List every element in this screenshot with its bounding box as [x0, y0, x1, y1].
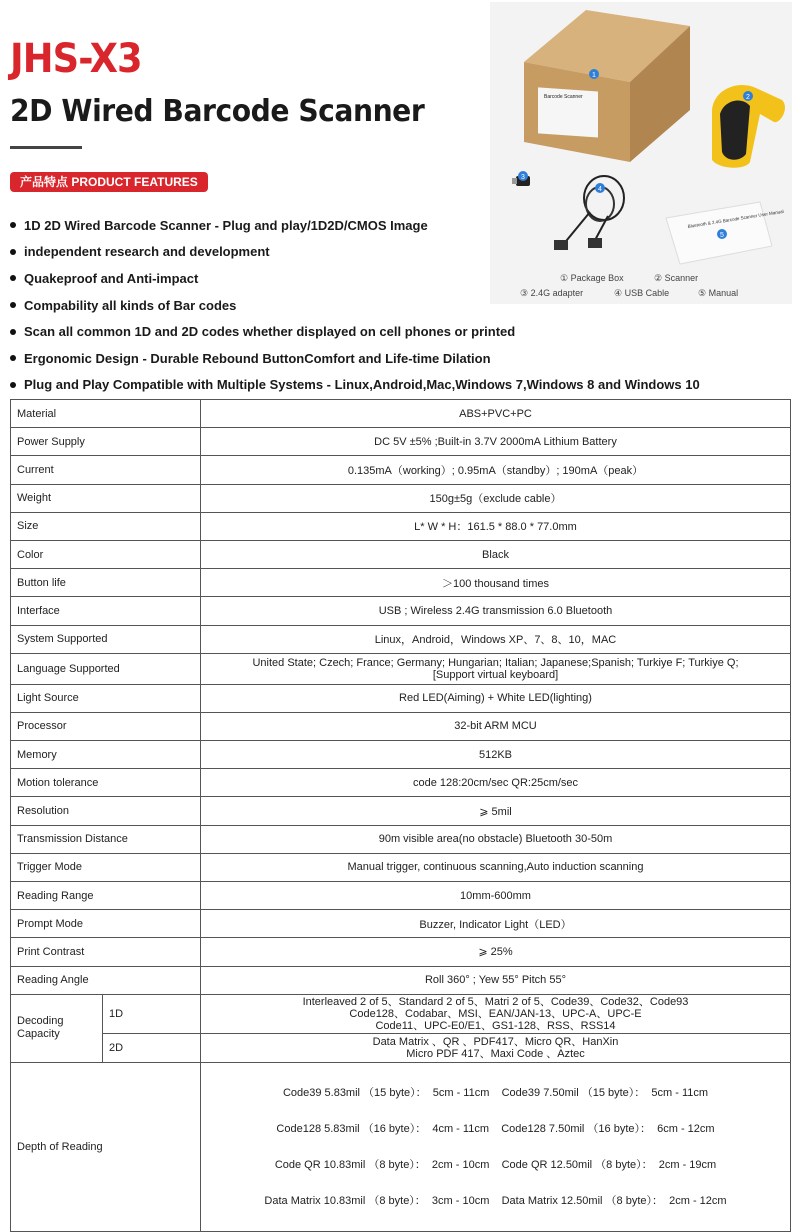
spec-row [11, 712, 791, 740]
spec-label: Motion tolerance [11, 769, 201, 797]
spec-label: Transmission Distance [11, 825, 201, 853]
spec-value: ⩾ 25% [201, 938, 791, 966]
spec-label: System Supported [11, 625, 201, 653]
spec-row [11, 797, 791, 825]
svg-text:2: 2 [746, 94, 750, 101]
decoding-sub-label: 2D [103, 1033, 201, 1062]
feature-item [10, 345, 700, 372]
manual-title: Bluetooth & 2.4G Barcode Scanner User Manual [687, 208, 785, 229]
spec-value: USB ; Wireless 2.4G transmission 6.0 Bluetooth [201, 597, 791, 625]
usb-cable-plug [554, 240, 568, 250]
spec-label: Material [11, 400, 201, 428]
svg-text:4: 4 [598, 186, 602, 193]
spec-label: Power Supply [11, 428, 201, 456]
spec-value: Linux，Android，Windows XP、7、8、10，MAC [201, 625, 791, 653]
svg-text:5: 5 [720, 232, 724, 239]
bullet-icon [10, 222, 16, 228]
spec-label: Size [11, 512, 201, 540]
spec-row [11, 540, 791, 568]
spec-row [11, 569, 791, 597]
spec-row-depth [11, 1062, 791, 1231]
feature-text: Compability all kinds of Bar codes [24, 297, 237, 313]
spec-value-line: Code39 5.83mil （15 byte）： 5cm - 11cm Code39 7.50mil （15 byte）： 5cm - 11cm [282, 1086, 709, 1099]
spec-label: Language Supported [11, 653, 201, 684]
feature-text: 1D 2D Wired Barcode Scanner - Plug and play/1D2D/CMOS Image [24, 217, 428, 233]
spec-value-line: [Support virtual keyboard] [432, 668, 559, 681]
spec-value: ABS+PVC+PC [201, 400, 791, 428]
spec-value-line: Code128 5.83mil （16 byte）： 4cm - 11cm Code128 7.50mil （16 byte）： 6cm - 12cm [276, 1122, 715, 1135]
spec-value: 150g±5g（exclude cable） [201, 484, 791, 512]
feature-text: Scan all common 1D and 2D codes whether displayed on cell phones or printed [24, 324, 516, 340]
product-subtitle: 2D Wired Barcode Scanner [10, 94, 425, 129]
feature-text: Quakeproof and Anti-impact [24, 270, 199, 286]
spec-row [11, 966, 791, 994]
spec-label: Depth of Reading [11, 1062, 201, 1231]
spec-row-decoding-2d [11, 1033, 791, 1062]
spec-row [11, 684, 791, 712]
features-badge: 产品特点 PRODUCT FEATURES [10, 172, 208, 192]
bullet-icon [10, 249, 16, 255]
caption-manual: ⑤ Manual [698, 288, 739, 298]
feature-text: independent research and development [24, 244, 270, 260]
feature-text: Ergonomic Design - Durable Rebound ButtonComfort and Life-time Dilation [24, 350, 491, 366]
spec-value: Manual trigger, continuous scanning,Auto induction scanning [201, 853, 791, 881]
spec-value-line: Code11、UPC-E0/E1、GS1-128、RSS、RSS14 [375, 1019, 616, 1032]
spec-value: Red LED(Aiming) + White LED(lighting) [201, 684, 791, 712]
spec-label: Weight [11, 484, 201, 512]
spec-label: Current [11, 456, 201, 484]
feature-item [10, 372, 700, 399]
spec-row [11, 910, 791, 938]
spec-row [11, 428, 791, 456]
depth-values [201, 1062, 791, 1231]
feature-item [10, 318, 700, 345]
spec-value-line: Interleaved 2 of 5、Standard 2 of 5、Matri 2 of 5、Code39、Code32、Code93 [302, 995, 689, 1008]
spec-row [11, 400, 791, 428]
spec-value: ＞100 thousand times [201, 569, 791, 597]
box-label-text: Barcode Scanner [544, 94, 583, 100]
svg-text:3: 3 [521, 174, 525, 181]
spec-value-line: Data Matrix 10.83mil （8 byte）： 3cm - 10cm Data Matrix 12.50mil （8 byte）： 2cm - 12cm [264, 1194, 727, 1207]
spec-row [11, 825, 791, 853]
specifications-table [10, 399, 791, 1232]
title-divider [10, 146, 82, 149]
bullet-icon [10, 382, 16, 388]
package-illustration [490, 2, 792, 304]
spec-value-line: Data Matrix 、QR 、PDF417、Micro QR、HanXin [372, 1035, 619, 1048]
caption-scanner: ② Scanner [654, 273, 699, 283]
package-contents-image [490, 2, 792, 304]
spec-label: Resolution [11, 797, 201, 825]
caption-usb-cable: ④ USB Cable [614, 288, 670, 298]
decoding-2d-values [201, 1033, 791, 1062]
spec-value: 512KB [201, 741, 791, 769]
spec-value: Black [201, 540, 791, 568]
spec-label: Interface [11, 597, 201, 625]
bullet-icon [10, 329, 16, 335]
decoding-sub-label: 1D [103, 994, 201, 1033]
product-model-title: JHS-X3 [10, 36, 142, 82]
bullet-icon [10, 275, 16, 281]
svg-text:1: 1 [592, 72, 596, 79]
spec-value: Roll 360° ; Yew 55° Pitch 55° [201, 966, 791, 994]
spec-value-line: Code128、Codabar、MSI、EAN/JAN-13、UPC-A、UPC-E [349, 1007, 642, 1020]
spec-row [11, 597, 791, 625]
spec-label: Print Contrast [11, 938, 201, 966]
spec-value-line: United State; Czech; France; Germany; Hungarian; Italian; Japanese;Spanish; Turkiye F; Turkiye Q; [252, 656, 739, 669]
spec-row [11, 456, 791, 484]
spec-row [11, 769, 791, 797]
spec-value: DC 5V ±5% ;Built-in 3.7V 2000mA Lithium Battery [201, 428, 791, 456]
spec-label: Trigger Mode [11, 853, 201, 881]
spec-label: Prompt Mode [11, 910, 201, 938]
spec-row [11, 484, 791, 512]
spec-label: Button life [11, 569, 201, 597]
caption-adapter: ③ 2.4G adapter [520, 288, 584, 298]
spec-label: Reading Angle [11, 966, 201, 994]
spec-row [11, 882, 791, 910]
bullet-icon [10, 355, 16, 361]
spec-value: code 128:20cm/sec QR:25cm/sec [201, 769, 791, 797]
spec-row [11, 512, 791, 540]
spec-label: Processor [11, 712, 201, 740]
caption-package-box: ① Package Box [560, 273, 624, 283]
spec-value: 10mm-600mm [201, 882, 791, 910]
scanner-grip [720, 100, 750, 159]
spec-row [11, 741, 791, 769]
spec-value: 0.135mA（working）; 0.95mA（standby）; 190mA（peak） [201, 456, 791, 484]
spec-value-line: Code QR 10.83mil （8 byte）： 2cm - 10cm Code QR 12.50mil （8 byte）： 2cm - 19cm [274, 1158, 717, 1171]
decoding-1d-values [201, 994, 791, 1033]
spec-label: Light Source [11, 684, 201, 712]
spec-value: ⩾ 5mil [201, 797, 791, 825]
spec-label: Reading Range [11, 882, 201, 910]
spec-value-line: Micro PDF 417、Maxi Code 、Aztec [406, 1047, 585, 1060]
spec-row [11, 625, 791, 653]
spec-row [11, 853, 791, 881]
spec-value: 32-bit ARM MCU [201, 712, 791, 740]
spec-row-decoding-1d [11, 994, 791, 1033]
spec-label: Color [11, 540, 201, 568]
spec-value: 90m visible area(no obstacle) Bluetooth 30-50m [201, 825, 791, 853]
feature-text: Plug and Play Compatible with Multiple Systems - Linux,Android,Mac,Windows 7,Windows 8 and Windows 10 [24, 377, 700, 393]
spec-value [201, 653, 791, 684]
bullet-icon [10, 302, 16, 308]
decoding-capacity-label: Decoding Capacity [11, 994, 103, 1062]
spec-label: Memory [11, 741, 201, 769]
spec-value: Buzzer, Indicator Light（LED） [201, 910, 791, 938]
usb-adapter-plug [512, 178, 517, 184]
spec-row [11, 653, 791, 684]
spec-value: L* W * H：161.5 * 88.0 * 77.0mm [201, 512, 791, 540]
spec-row [11, 938, 791, 966]
